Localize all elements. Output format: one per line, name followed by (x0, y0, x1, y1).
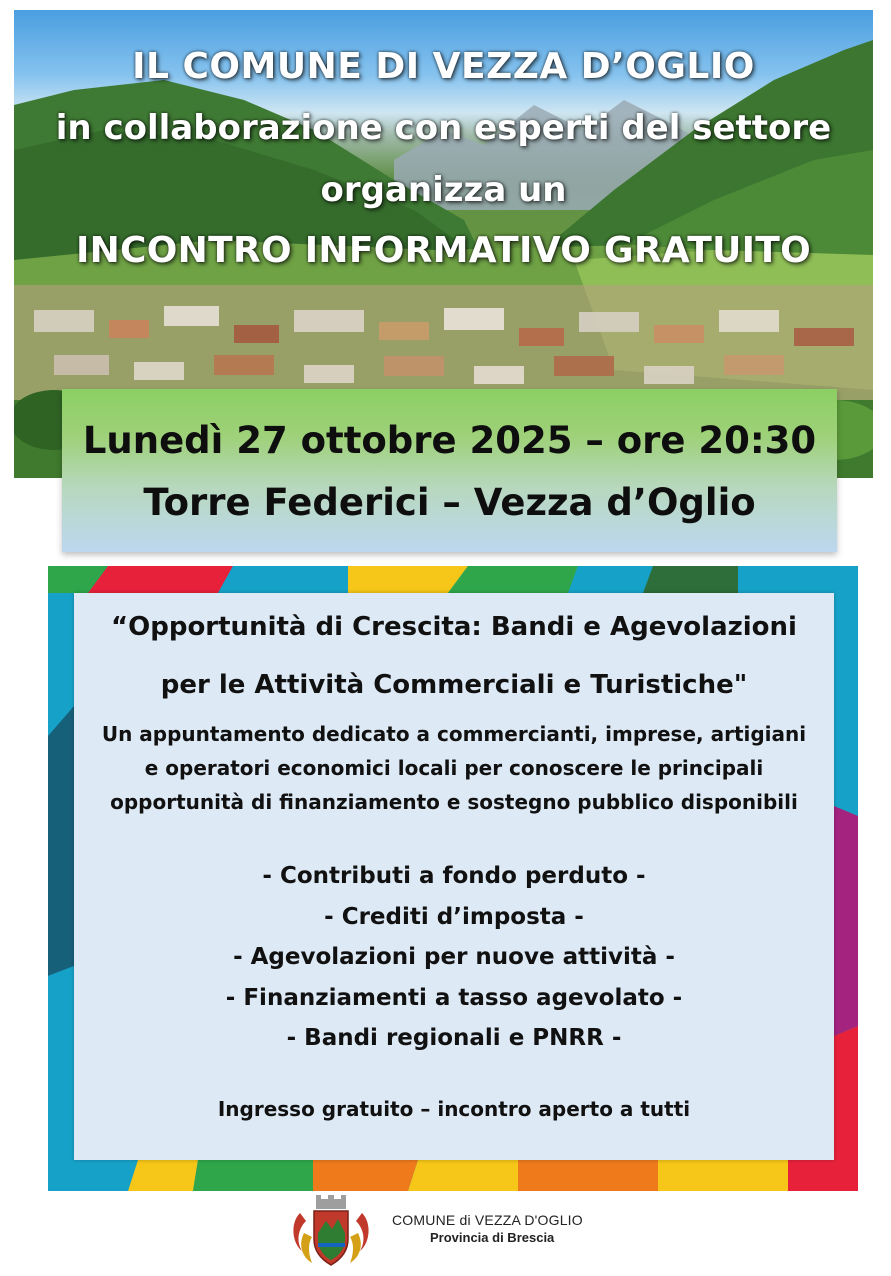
topic-item: - Finanziamenti a tasso agevolato - (225, 984, 683, 1011)
card-intro (84, 717, 824, 819)
topic-item: - Agevolazioni per nuove attività - (233, 944, 675, 970)
intro-line: Un appuntamento dedicato a commercianti, imprese, artigiani (101, 722, 807, 746)
topic-item: - Contributi a fondo perduto - (262, 863, 646, 889)
hero-event-type: INCONTRO INFORMATIVO GRATUITO (75, 230, 812, 271)
event-date-time: Lunedì 27 ottobre 2025 – ore 20:30 (82, 419, 817, 462)
municipal-crest-icon (290, 1193, 372, 1269)
event-location: Torre Federici – Vezza d’Oglio (143, 481, 756, 524)
info-card (74, 593, 834, 1160)
date-place-banner (62, 389, 837, 552)
intro-line: e operatori economici locali per conoscere le principali (144, 756, 764, 780)
intro-line: opportunità di finanziamento e sostegno pubblico disponibili (110, 790, 798, 814)
organization-name: COMUNE di VEZZA D'OGLIO (392, 1212, 583, 1228)
free-entry-note: Ingresso gratuito – incontro aperto a tutti (217, 1097, 691, 1121)
topic-item: - Crediti d’imposta - (324, 903, 584, 930)
hero-organizes: organizza un (320, 170, 567, 210)
card-title-line1: “Opportunità di Crescita: Bandi e Agevolazioni (111, 612, 797, 642)
card-title-line2: per le Attività Commerciali e Turistiche" (160, 670, 748, 700)
hero-subtitle: in collaborazione con esperti del settore (55, 108, 832, 148)
organization-province: Provincia di Brescia (430, 1230, 555, 1245)
topic-item: - Bandi regionali e PNRR - (286, 1025, 622, 1051)
topics-list (74, 856, 834, 1059)
hero-title: IL COMUNE DI VEZZA D’OGLIO (132, 46, 755, 87)
